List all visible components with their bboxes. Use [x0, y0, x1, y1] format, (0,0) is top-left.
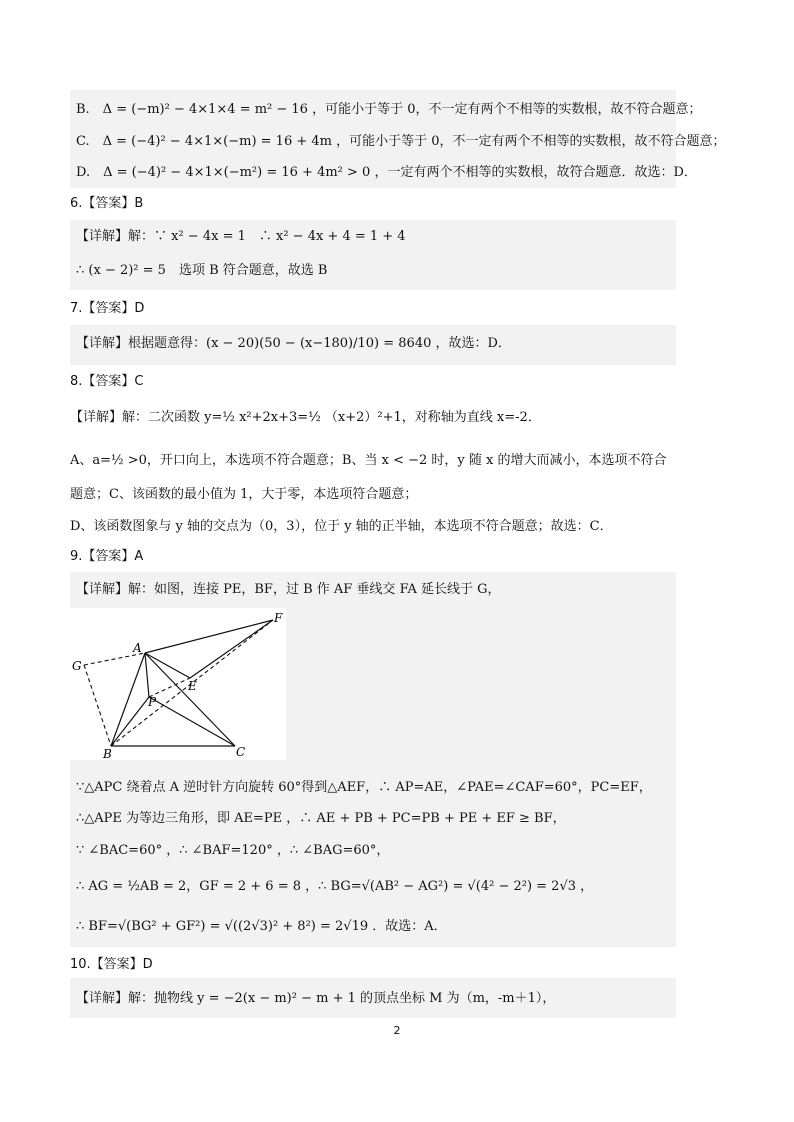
point-label-b: B [103, 747, 112, 760]
point-label-a: A [133, 641, 142, 655]
point-label-c: C [236, 745, 246, 759]
page-number: 2 [393, 1024, 401, 1037]
q7-detail: 【详解】根据题意得：(x − 20)(50 − (x−180)/10) = 8640 ，故选：D． [76, 336, 511, 351]
q9-answer: 9.【答案】A [70, 549, 144, 564]
q9-detail-line2: ∴△APE 为等边三角形，即 AE=PE ，∴ AE + PB + PC=PB + PE + EF ≥ BF， [76, 811, 566, 826]
q6-detail-line1: 【详解】解：∵ x² − 4x = 1 ∴ x² − 4x + 4 = 1 + 4 [76, 229, 406, 244]
q5-option-c: C. Δ = (−4)² − 4×1×(−m) = 16 + 4m ，可能小于等于 0，不一定有两个不相等的实数根，故不符合题意； [76, 134, 726, 149]
q8-answer: 8.【答案】C [70, 374, 144, 389]
q5-option-d: D. Δ = (−4)² − 4×1×(−m²) = 16 + 4m² > 0 ，一定有两个不相等的实数根，故符合题意．故选：D． [76, 165, 697, 180]
q6-answer: 6.【答案】B [70, 196, 144, 211]
q8-detail-line4: D、该函数图象与 y 轴的交点为（0，3），位于 y 轴的正半轴，本选项不符合题意；故选：C． [70, 519, 613, 534]
q10-detail: 【详解】解：抛物线 y = −2(x − m)² − m + 1 的顶点坐标 M 为（m，-m＋1）， [76, 991, 556, 1006]
q9-detail-line1: ∵△APC 绕着点 A 逆时针方向旋转 60°得到△AEF，∴ AP=AE，∠PAE=∠CAF=60°，PC=EF， [76, 780, 652, 795]
q10-answer: 10.【答案】D [70, 957, 153, 972]
geometry-figure [70, 608, 286, 760]
q6-detail-line2: ∴ (x − 2)² = 5 选项 B 符合题意，故选 B [76, 263, 328, 278]
q8-detail-line3: 题意；C、该函数的最小值为 1，大于零，本选项符合题意； [70, 487, 418, 502]
point-label-e: E [188, 679, 197, 693]
q9-detail-line5: ∴ BF=√(BG² + GF²) = √((2√3)² + 8²) = 2√19 ．故选：A． [76, 919, 447, 934]
point-label-g: G [72, 659, 82, 673]
q9-detail-line3: ∵ ∠BAC=60° ，∴ ∠BAF=120° ，∴ ∠BAG=60°， [76, 843, 390, 858]
q9-detail-line4: ∴ AG = ½AB = 2，GF = 2 + 6 = 8 ，∴ BG=√(AB² − AG²) = √(4² − 2²) = 2√3 ， [76, 879, 594, 894]
q7-answer: 7.【答案】D [70, 301, 145, 316]
point-label-p: P [148, 695, 157, 709]
q5-option-b: B. Δ = (−m)² − 4×1×4 = m² − 16 ，可能小于等于 0，不一定有两个不相等的实数根，故不符合题意； [76, 102, 702, 117]
point-label-f: F [274, 611, 283, 625]
q9-detail-intro: 【详解】解：如图，连接 PE，BF，过 B 作 AF 垂线交 FA 延长线于 G， [76, 582, 501, 597]
q8-detail-line1: 【详解】解：二次函数 y=½ x²+2x+3=½ （x+2）²+1，对称轴为直线 x=-2． [70, 410, 541, 425]
q8-detail-line2: A、a=½ >0，开口向上，本选项不符合题意；B、当 x < −2 时，y 随 x 的增大而减小，本选项不符合 [70, 453, 667, 468]
